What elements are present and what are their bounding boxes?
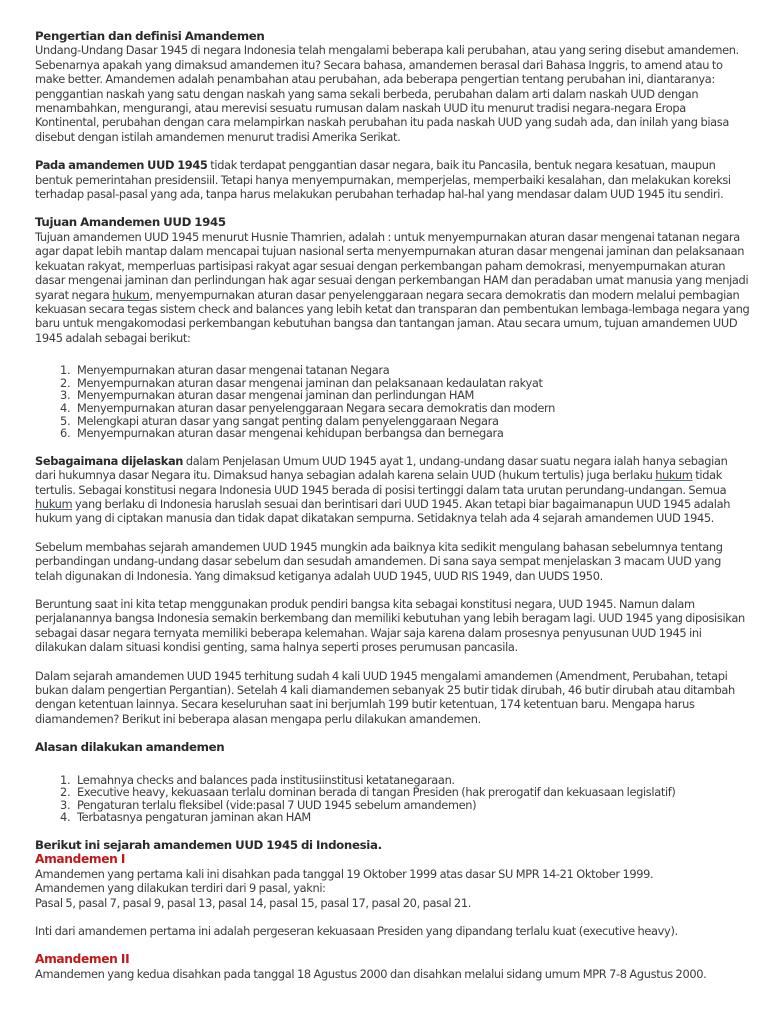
list-item: 3. Pengaturan terlalu fleksibel (vide:pasal 7 UUD 1945 sebelum amandemen) bbox=[73, 799, 750, 812]
paragraph-sebelum: Sebelum membahas sejarah amandemen UUD 1945 mungkin ada baiknya kita sedikit mengulang bahasan sebelumnya tentang perbandingan undang-undang dasar sebelum dan sesudah amandemen. Di sana saya sempat menjelaskan 3 macam UUD yang telah digunakan di Indonesia. Yang dimaksud ketiganya adalah UUD 1945, UUD RIS 1949, dan UUDS 1950. bbox=[35, 539, 723, 583]
spacer bbox=[35, 526, 750, 540]
paragraph-text: tidak tertulis. Sebagai konstitusi negara Indonesia UUD 1945 berada di posisi tertinggi dalam tata urutan perundang-undangan. Semua bbox=[35, 468, 727, 497]
amandemen-1-line: Pasal 5, pasal 7, pasal 9, pasal 13, pasal 14, pasal 15, pasal 17, pasal 20, pasal 21. bbox=[35, 895, 471, 910]
list-item: 3. Menyempurnakan aturan dasar mengenai jaminan dan perlindungan HAM bbox=[73, 389, 750, 402]
spacer bbox=[35, 824, 750, 838]
amandemen-1-summary: Inti dari amandemen pertama ini adalah pergeseran kekuasaan Presiden yang dipandang terlalu kuat (executive heavy). bbox=[35, 924, 678, 938]
paragraph-pada-amandemen bbox=[35, 158, 750, 201]
spacer bbox=[35, 144, 750, 158]
list-item: 1. Lemahnya checks and balances pada institusiinstitusi ketatanegaraan. bbox=[73, 774, 750, 787]
heading-amandemen-2: Amandemen II bbox=[35, 952, 130, 967]
paragraph-dalam-sejarah: Dalam sejarah amandemen UUD 1945 terhitung sudah 4 kali UUD 1945 mengalami amandemen (Amendment, Perubahan, tetapi bukan dalam pengertian Pergantian). Setelah 4 kali diamandemen sebanyak 25 butir tidak dirubah, 46 butir dirubah atau ditambah dengan ketentuan lainnya. Secara keseluruhan saat ini berjumlah 199 butir ketentuan, 174 ketentuan baru. Mengapa harus diamandemen? Berikut ini beberapa alasan mengapa perlu dilakukan amandemen. bbox=[35, 668, 735, 726]
amandemen-1-line: Amandemen yang pertama kali ini disahkan pada tanggal 19 Oktober 1999 atas dasar SU MPR 14-21 Oktober 1999. bbox=[35, 866, 654, 881]
paragraph-sebagaimana bbox=[35, 454, 750, 526]
document-page bbox=[35, 29, 750, 981]
link-hukum[interactable]: hukum bbox=[655, 468, 693, 483]
paragraph-beruntung: Beruntung saat ini kita tetap menggunakan produk pendiri bangsa kita sebagai konstitusi negara, UUD 1945. Namun dalam perjalanannya bangsa Indonesia semakin berkembang dan memiliki kebutuhan yang lebih beragam lagi. UUD 1945 yang diposisikan sebagai dasar negara ternyata memiliki beberapa kelemahan. Wajar saja karena dalam prosesnya penyusunan UUD 1945 ini dilakukan dalam situasi kondisi genting, sama halnya seperti proses perumusan pancasila. bbox=[35, 596, 745, 655]
paragraph-text: Tujuan amandemen UUD 1945 menurut Husnie Thamrien, adalah : untuk menyempurnakan aturan dasar mengenai tatanan negara agar dapat lebih mantap dalam mencapai tujuan nasional serta menyempurnakan aturan dasar mengenai jaminan dan pelaksanaan kekuatan rakyat, memperluas partisipasi rakyat agar sesuai dengan perkembangan paham demokrasi, menyempurnakan aturan dasar mengenai jaminan dan perlindungan hak agar sesuai dengan perkembangan HAM dan peradaban umat manusia yang menjadi syarat negara bbox=[35, 229, 749, 302]
paragraph-text: yang berlaku di Indonesia haruslah sesuai dan berintisari dari UUD 1945. Akan tetapi biar bagaimanapun UUD 1945 adalah hukum yang di ciptakan manusia dan tidak dapat dikatakan sempurna. Setidaknya telah ada 4 sejarah amandemen UUD 1945. bbox=[35, 496, 731, 526]
heading-amandemen-1: Amandemen I bbox=[35, 852, 126, 867]
heading-alasan: Alasan dilakukan amandemen bbox=[35, 740, 225, 755]
link-hukum[interactable]: hukum bbox=[35, 496, 73, 511]
paragraph-text: , menyempurnakan aturan dasar penyelenggaraan negara secara demokratis dan modern melalui pembagian kekuasan secara tegas sistem check and balances yang lebih ketat dan transparan dan pembentukan lembaga-lembaga negara yang baru untuk mengakomodasi perkembangan kebutuhan bangsa dan tantangan jaman. Atau secara umum, tujuan amandemen UUD 1945 adalah sebagai berikut: bbox=[35, 287, 750, 345]
spacer bbox=[35, 938, 750, 952]
amandemen-2-line: Amandemen yang kedua disahkan pada tanggal 18 Agustus 2000 dan disahkan melalui sidang umum MPR 7-8 Agustus 2000. bbox=[35, 966, 707, 981]
paragraph-tujuan bbox=[35, 230, 750, 345]
list-item: 2. Executive heavy, kekuasaan terlalu dominan berada di tangan Presiden (hak prerogatif dan kekuasaan legislatif) bbox=[73, 786, 750, 799]
goals-list bbox=[35, 364, 750, 440]
paragraph-pengertian: Undang-Undang Dasar 1945 di negara Indonesia telah mengalami beberapa kali perubahan, atau yang sering disebut amandemen. Sebenarnya apakah yang dimaksud amandemen itu? Secara bahasa, amandemen berasal dari Bahasa Inggris, to amend atau to make better. Amandemen adalah penambahan atau perubahan, ada beberapa pengertian tentang perubahan ini, diantaranya: penggantian naskah yang satu dengan naskah yang sama sekali berbeda, perubahan dalam arti dalam naskah UUD dengan menambahkan, mengurangi, atau merevisi sesuatu rumusan dalam naskah UUD itu menurut tradisi negara-negara Eropa Kontinental, perubahan dengan cara melampirkan naskah perubahan itu pada naskah UUD yang sudah ada, dan inilah yang biasa disebut dengan istilah amandemen menurut tradisi Amerika Serikat. bbox=[35, 43, 739, 144]
list-item: 2. Menyempurnakan aturan dasar mengenai jaminan dan pelaksanaan kedaulatan rakyat bbox=[73, 377, 750, 390]
reasons-list bbox=[35, 774, 750, 824]
paragraph-text: dalam Penjelasan Umum UUD 1945 ayat 1, undang-undang dasar suatu negara ialah hanya sebagian dari hukumnya dasar Negara itu. Dimaksud hanya sebagian adalah karena selain UUD (hukum tertulis) juga berlaku bbox=[35, 453, 728, 483]
bold-lead: Sebagaimana dijelaskan bbox=[35, 453, 184, 468]
heading-tujuan: Tujuan Amandemen UUD 1945 bbox=[35, 215, 226, 230]
bold-lead: Pada amandemen UUD 1945 bbox=[35, 158, 208, 173]
list-item: 1. Menyempurnakan aturan dasar mengenai tatanan Negara bbox=[73, 364, 750, 377]
link-hukum[interactable]: hukum bbox=[112, 287, 150, 302]
spacer bbox=[35, 201, 750, 215]
list-item: 4. Terbatasnya pengaturan jaminan akan HAM bbox=[73, 811, 750, 824]
list-item: 6. Menyempurnakan aturan dasar mengenai kehidupan berbangsa dan bernegara bbox=[73, 427, 750, 440]
paragraph-text: tidak terdapat penggantian dasar negara, baik itu Pancasila, bentuk negara kesatuan, maupun bentuk pemerintahan presidensiil. Tetapi hanya menyempurnakan, memperjelas, memperbaiki kesalahan, dan melakukan koreksi terhadap pasal-pasal yang ada, tanpa harus melakukan perubahan terhadap hal-hal yang mendasar dalam UUD 1945 itu sendiri. bbox=[35, 158, 731, 202]
spacer bbox=[35, 345, 750, 364]
heading-sejarah: Berikut ini sejarah amandemen UUD 1945 di Indonesia. bbox=[35, 837, 382, 852]
spacer bbox=[35, 726, 750, 740]
heading-pengertian: Pengertian dan definisi Amandemen bbox=[35, 29, 265, 43]
spacer bbox=[35, 583, 750, 597]
spacer bbox=[35, 910, 750, 924]
list-item: 5. Melengkapi aturan dasar yang sangat penting dalam penyelenggaraan Negara bbox=[73, 415, 750, 428]
list-item: 4. Menyempurnakan aturan dasar penyelenggaraan Negara secara demokratis dan modern bbox=[73, 402, 750, 415]
spacer bbox=[35, 655, 750, 669]
spacer bbox=[35, 440, 750, 454]
spacer bbox=[35, 755, 750, 774]
amandemen-1-line: Amandemen yang dilakukan terdiri dari 9 pasal, yakni: bbox=[35, 881, 326, 896]
